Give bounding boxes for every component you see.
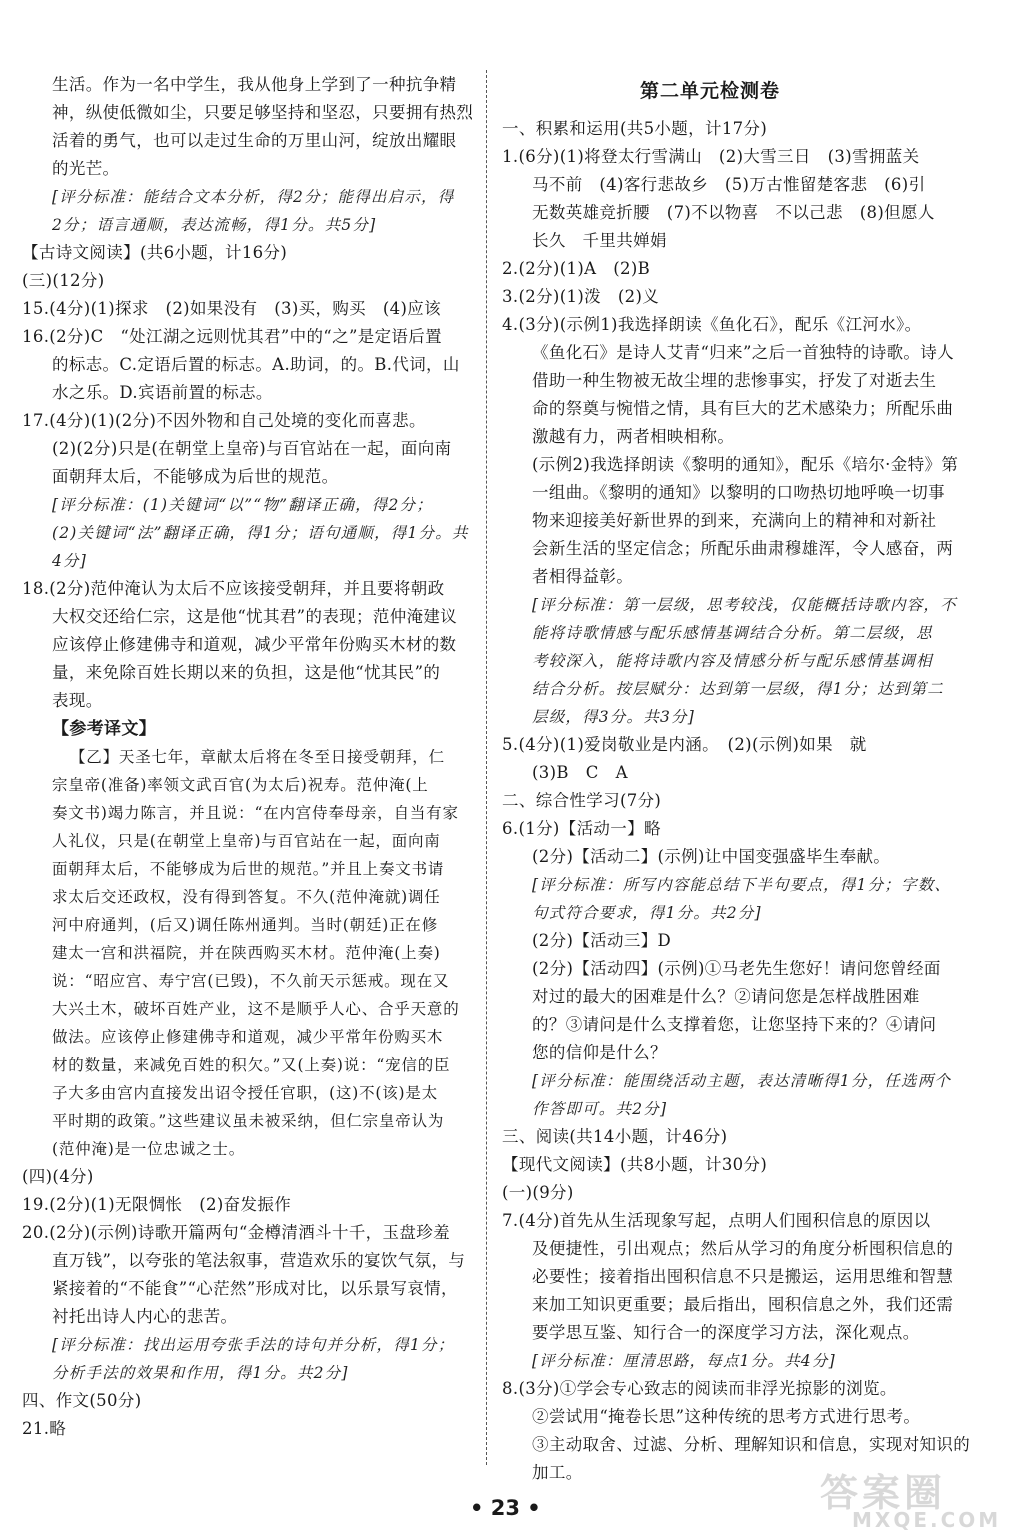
text-line: 作答即可。共2分] [532,1100,668,1118]
text-line: 长久 千里共婵娟 [532,231,667,250]
text-line: (三)(12分) [22,271,105,290]
text-line: 4.(3分)(示例1)我选择朗读《鱼化石》，配乐《江河水》。 [502,315,922,334]
text-line: 【参考译文】 [52,719,157,739]
text-line: 直万钱”，以夸张的笔法叙事，营造欢乐的宴饮气氛，与 [52,1251,466,1270]
text-line: 面朝拜太后，不能够成为后世的规范。 [52,467,339,486]
text-line: 活着的勇气，也可以走过生命的万里山河，绽放出耀眼 [52,131,457,150]
text-line: 6.(1分)【活动一】略 [502,819,661,838]
text-line: (2分)【活动二】(示例)让中国变强盛毕生奉献。 [532,847,891,866]
text-line: 三、阅读(共14小题，计46分) [502,1127,728,1146]
text-line: 的光芒。 [52,159,120,178]
watermark-url: MXQE.COM [852,1508,1002,1532]
text-line: 20.(2分)(示例)诗歌开篇两句“金樽清酒斗十千，玉盘珍羞 [22,1223,450,1242]
text-line: 者相得益彰。 [532,567,634,586]
text-line: 的标志。C.定语后置的标志。A.助词，的。B.代词，山 [52,355,460,374]
text-line: [评分标准：能结合文本分析，得2分；能得出启示，得 [52,188,455,206]
text-line: 能将诗歌情感与配乐感情基调结合分析。第二层级，思 [532,624,933,642]
text-line: 会新生活的坚定信念；所配乐曲肃穆雄浑，令人感奋，两 [532,539,954,558]
text-line: 求太后交还政权，没有得到答复。不久(范仲淹就)调任 [52,888,441,906]
text-line: 马不前 (4)客行悲故乡 (5)万古惟留楚客悲 (6)引 [532,175,926,194]
text-line: 对过的最大的困难是什么？②请问您是怎样战胜困难 [532,987,920,1006]
text-line: 河中府通判，(后又)调任陈州通判。当时(朝廷)正在修 [52,916,438,934]
text-line: 21.略 [22,1419,67,1438]
text-line: 一组曲。《黎明的通知》以黎明的口吻热切地呼唤一切事 [532,483,945,502]
text-line: 大权交还给仁宗，这是他“忧其君”的表现；范仲淹建议 [52,607,458,626]
text-line: 一、积累和运用(共5小题，计17分) [502,119,768,138]
text-line: 表现。 [52,691,103,710]
text-line: 子大多由宫内直接发出诏令授任官职，(这)不(该)是太 [52,1084,438,1102]
text-line: ②尝试用“掩卷长思”这种传统的思考方式进行思考。 [532,1407,921,1426]
text-line: ③主动取舍、过滤、分析、理解知识和信息，实现对知识的 [532,1435,971,1454]
text-line: 说：“昭应宫、寿宁宫(已毁)，不久前天示惩戒。现在又 [52,972,450,990]
text-line: [评分标准：(1)关键词“以”“物”翻译正确，得2分； [52,496,433,514]
text-line: 人礼仪，只是(在朝堂上皇帝)与百官站在一起，面向南 [52,832,441,850]
text-line: 生活。作为一名中学生，我从他身上学到了一种抗争精 [52,75,457,94]
text-line: (范仲淹)是一位忠诚之士。 [52,1140,245,1158]
text-line: (四)(4分) [22,1167,94,1186]
text-line: 分析手法的效果和作用，得1分。共2分] [52,1364,349,1382]
text-line: 要学思互鉴、知行合一的深度学习方法，深化观点。 [532,1323,920,1342]
text-line: 8.(3分)①学会专心致志的阅读而非浮光掠影的浏览。 [502,1379,897,1398]
text-line: 应该停止修建佛寺和道观，减少平常年份购买木材的数 [52,635,457,654]
text-line: 宗皇帝(准备)率领文武百官(为太后)祝寿。范仲淹(上 [52,776,429,794]
text-line: (示例2)我选择朗读《黎明的通知》，配乐《培尔·金特》第 [532,455,959,474]
text-line: (3)B C A [532,763,628,782]
text-line: 您的信仰是什么？ [532,1043,667,1062]
text-line: 19.(2分)(1)无限惆怅 (2)奋发振作 [22,1195,292,1214]
text-line: (2分)【活动四】(示例)①马老先生您好！请问您曾经面 [532,959,941,978]
watermark-logo [812,1462,1002,1532]
text-line: 水之乐。D.宾语前置的标志。 [52,383,273,402]
text-line: 无数英雄竞折腰 (7)不以物喜 不以己悲 (8)但愿人 [532,203,935,222]
text-line: (2分)【活动三】D [532,931,672,950]
text-line: 【乙】天圣七年，章献太后将在冬至日接受朝拜，仁 [70,748,445,766]
text-line: 18.(2分)范仲淹认为太后不应该接受朝拜，并且要将朝政 [22,579,445,598]
watermark-text: 答案圈 [820,1471,947,1515]
text-line: 衬托出诗人内心的悲苦。 [52,1307,238,1326]
text-line: 神，纵使低微如尘，只要足够坚持和坚忍，只要拥有热烈 [52,103,474,122]
text-line: 1.(6分)(1)将登太行雪满山 (2)大雪三日 (3)雪拥蓝关 [502,147,920,166]
text-line: 必要性；接着指出囤积信息不只是搬运，运用思维和智慧 [532,1267,954,1286]
text-line: 四、作文(50分) [22,1391,142,1410]
text-line: [评分标准：找出运用夸张手法的诗句并分析，得1分； [52,1336,455,1354]
text-line: 面朝拜太后，不能够成为后世的规范。”并且上奏文书请 [52,860,445,878]
text-line: [评分标准：第一层级，思考较浅，仅能概括诗歌内容，不 [532,596,957,614]
text-line: 奏文书)竭力陈言，并且说：“在内宫侍奉母亲，自当有家 [52,804,459,822]
text-line: 物来迎接美好新世界的到来，充满向上的精神和对新社 [532,511,937,530]
text-line: 2分；语言通顺，表达流畅，得1分。共5分] [52,216,377,234]
text-line: 层级，得3分。共3分] [532,708,695,726]
text-line: 句式符合要求，得1分。共2分] [532,904,762,922]
text-line: 2.(2分)(1)A (2)B [502,259,651,278]
text-line: 量，来免除百姓长期以来的负担，这是他“忧其民”的 [52,663,441,682]
text-line: 的？③请问是什么支撑着您，让您坚持下来的？④请问 [532,1015,937,1034]
text-line: (2)(2分)只是(在朝堂上皇帝)与百官站在一起，面向南 [52,439,452,458]
text-line: 结合分析。按层赋分：达到第一层级，得1分；达到第二 [532,680,944,698]
page-number: • 23 • [470,1496,541,1520]
text-line: 命的祭奠与惋惜之情，具有巨大的艺术感染力；所配乐曲 [532,399,954,418]
text-line: 【古诗文阅读】(共6小题，计16分) [22,243,288,262]
text-line: 大兴土木，破坏百姓产业，这不是顺乎人心、合乎天意的 [52,1000,460,1018]
text-line: 17.(4分)(1)(2分)不因外物和自己处境的变化而喜悲。 [22,411,426,430]
text-line: 加工。 [532,1463,583,1482]
text-line: 《鱼化石》是诗人艾青“归来”之后一首独特的诗歌。诗人 [532,343,954,362]
text-line: 做法。应该停止修建佛寺和道观，减少平常年份购买木 [52,1028,444,1046]
text-line: 15.(4分)(1)探求 (2)如果没有 (3)买，购买 (4)应该 [22,299,442,318]
text-line: 7.(4分)首先从生活现象写起，点明人们囤积信息的原因以 [502,1211,931,1230]
text-line: 借助一种生物被无故尘埋的悲惨事实，抒发了对逝去生 [532,371,937,390]
text-line: 紧接着的“不能食”“心茫然”形成对比，以乐景写哀情， [52,1279,458,1298]
text-line: 考较深入，能将诗歌内容及情感分析与配乐感情基调相 [532,652,933,670]
text-line: 3.(2分)(1)泼 (2)义 [502,287,660,306]
text-line: 激越有力，两者相映相称。 [532,427,735,446]
text-line: 及便捷性，引出观点；然后从学习的角度分析囤积信息的 [532,1239,954,1258]
text-line: 【现代文阅读】(共8小题，计30分) [502,1155,768,1174]
text-line: 二、综合性学习(7分) [502,791,662,810]
section-title: 第二单元检测卷 [640,80,781,102]
text-line: 5.(4分)(1)爱岗敬业是内涵。 (2)(示例)如果 就 [502,735,867,754]
text-line: (一)(9分) [502,1183,574,1202]
text-line: 来加工知识更重要；最后指出，囤积信息之外，我们还需 [532,1295,954,1314]
text-line: 建太一宫和洪福院，并在陕西购买木材。范仲淹(上奏) [52,944,441,962]
text-line: 16.(2分)C “处江湖之远则忧其君”中的“之”是定语后置 [22,327,442,346]
text-line: (2)关键词“法”翻译正确，得1分；语句通顺，得1分。共 [52,524,469,542]
text-line: [评分标准：能围绕活动主题，表达清晰得1分，任选两个 [532,1072,952,1090]
text-line: [评分标准：所写内容能总结下半句要点，得1分；字数、 [532,876,952,894]
text-line: 材的数量，来减免百姓的积欠。”又(上奏)说：“宠信的臣 [52,1056,451,1074]
column-divider [486,70,487,1465]
text-line: 平时期的政策。”这些建议虽未被采纳，但仁宗皇帝认为 [52,1112,445,1130]
text-line: 4分] [52,552,88,570]
text-line: [评分标准：厘清思路，每点1分。共4分] [532,1352,836,1370]
